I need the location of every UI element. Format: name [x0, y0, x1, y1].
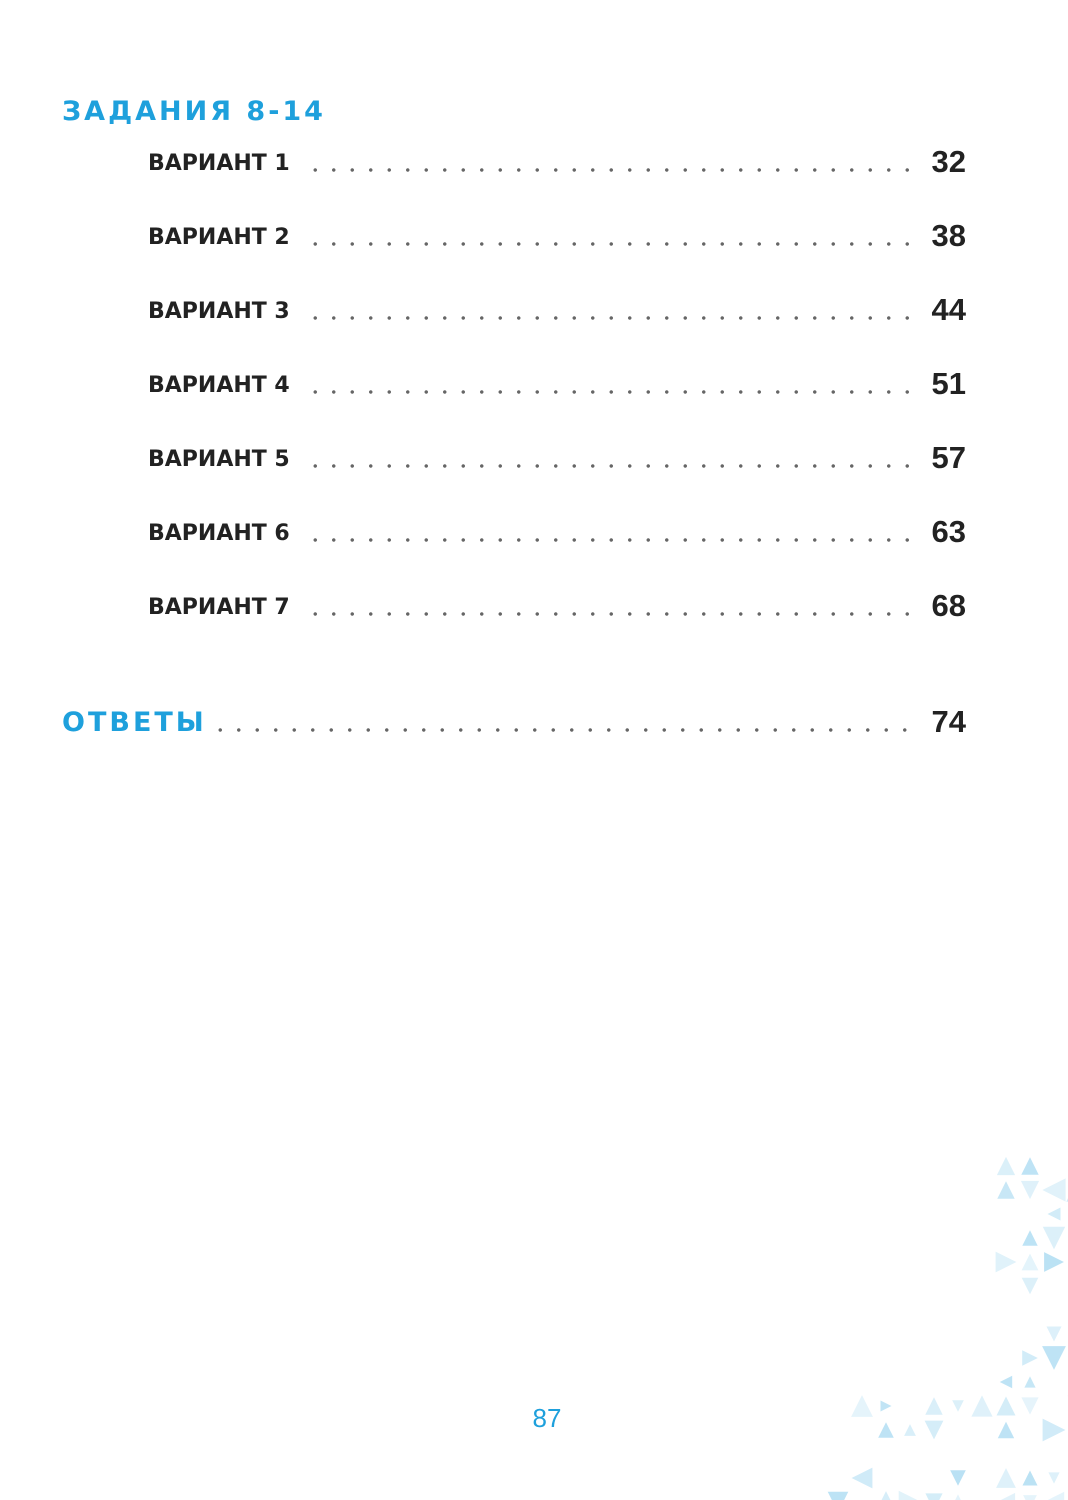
toc-entry-variant-2[interactable] — [148, 214, 966, 254]
toc-entry-variant-3[interactable] — [148, 288, 966, 328]
toc-entry-label: ВАРИАНТ 5 — [148, 447, 290, 472]
toc-entry-page: 51 — [931, 366, 966, 401]
triangle-shape — [950, 1494, 965, 1500]
toc-entry-label: ВАРИАНТ 4 — [148, 373, 290, 398]
dot-leader — [306, 537, 916, 543]
triangle-shape — [996, 1252, 1017, 1273]
toc-entry-variant-1[interactable] — [148, 140, 966, 180]
triangle-shape — [1022, 1350, 1038, 1366]
triangle-shape — [925, 1493, 942, 1500]
toc-entry-label: ВАРИАНТ 1 — [148, 151, 290, 176]
triangle-shape — [997, 1157, 1015, 1175]
triangle-shape — [1022, 1278, 1039, 1295]
toc-entry-page: 68 — [931, 588, 966, 623]
toc-entry-variant-4[interactable] — [148, 362, 966, 402]
triangle-shape — [997, 1493, 1015, 1500]
triangle-shape — [1022, 1230, 1037, 1245]
triangle-shape — [852, 1468, 873, 1489]
toc-entry-page: 74 — [931, 704, 966, 739]
toc-entry-page: 32 — [931, 144, 966, 179]
section-heading: ЗАДАНИЯ 8-14 — [62, 96, 326, 127]
triangle-shape — [1023, 1495, 1037, 1500]
triangle-shape — [1044, 1252, 1064, 1272]
triangle-shape — [899, 1491, 922, 1500]
toc-entry-page: 63 — [931, 514, 966, 549]
triangle-shape — [1042, 1178, 1065, 1201]
triangle-shape — [1000, 1376, 1012, 1388]
dot-leader — [306, 167, 916, 173]
toc-entry-label: ВАРИАНТ 6 — [148, 521, 290, 546]
triangle-shape — [997, 1181, 1014, 1198]
toc-entry-page: 44 — [931, 292, 966, 327]
toc-entry-variant-5[interactable] — [148, 436, 966, 476]
triangle-shape — [1022, 1254, 1039, 1271]
toc-entry-label: ОТВЕТЫ — [62, 707, 207, 738]
triangle-shape — [1023, 1471, 1038, 1486]
toc-entry-page: 38 — [931, 218, 966, 253]
triangle-shape — [1021, 1181, 1039, 1199]
toc-entry-label: ВАРИАНТ 7 — [148, 595, 290, 620]
dot-leader — [306, 463, 916, 469]
toc-entry-variant-7[interactable] — [148, 584, 966, 624]
triangle-shape — [950, 1470, 966, 1486]
triangle-shape — [1042, 1346, 1066, 1370]
dot-leader — [306, 315, 916, 321]
triangle-shape — [1048, 1208, 1061, 1221]
triangle-shape — [875, 1491, 897, 1500]
dot-leader — [306, 611, 916, 617]
triangle-shape — [1044, 1492, 1064, 1500]
triangle-shape — [1024, 1376, 1035, 1387]
toc-entry-page: 57 — [931, 440, 966, 475]
toc-entry-answers[interactable] — [62, 700, 966, 740]
triangle-shape — [828, 1492, 849, 1500]
triangle-shape — [1047, 1327, 1062, 1342]
triangle-shape — [1021, 1157, 1038, 1174]
dot-leader — [306, 241, 916, 247]
dot-leader — [211, 727, 916, 733]
page-number: 87 — [532, 1403, 562, 1433]
dot-leader — [306, 389, 916, 395]
triangle-shape — [996, 1468, 1016, 1488]
toc-entry-variant-6[interactable] — [148, 510, 966, 550]
triangle-shape — [1048, 1472, 1059, 1483]
toc-entry-label: ВАРИАНТ 2 — [148, 225, 290, 250]
triangle-shape — [1043, 1227, 1065, 1249]
toc-entry-label: ВАРИАНТ 3 — [148, 299, 290, 324]
